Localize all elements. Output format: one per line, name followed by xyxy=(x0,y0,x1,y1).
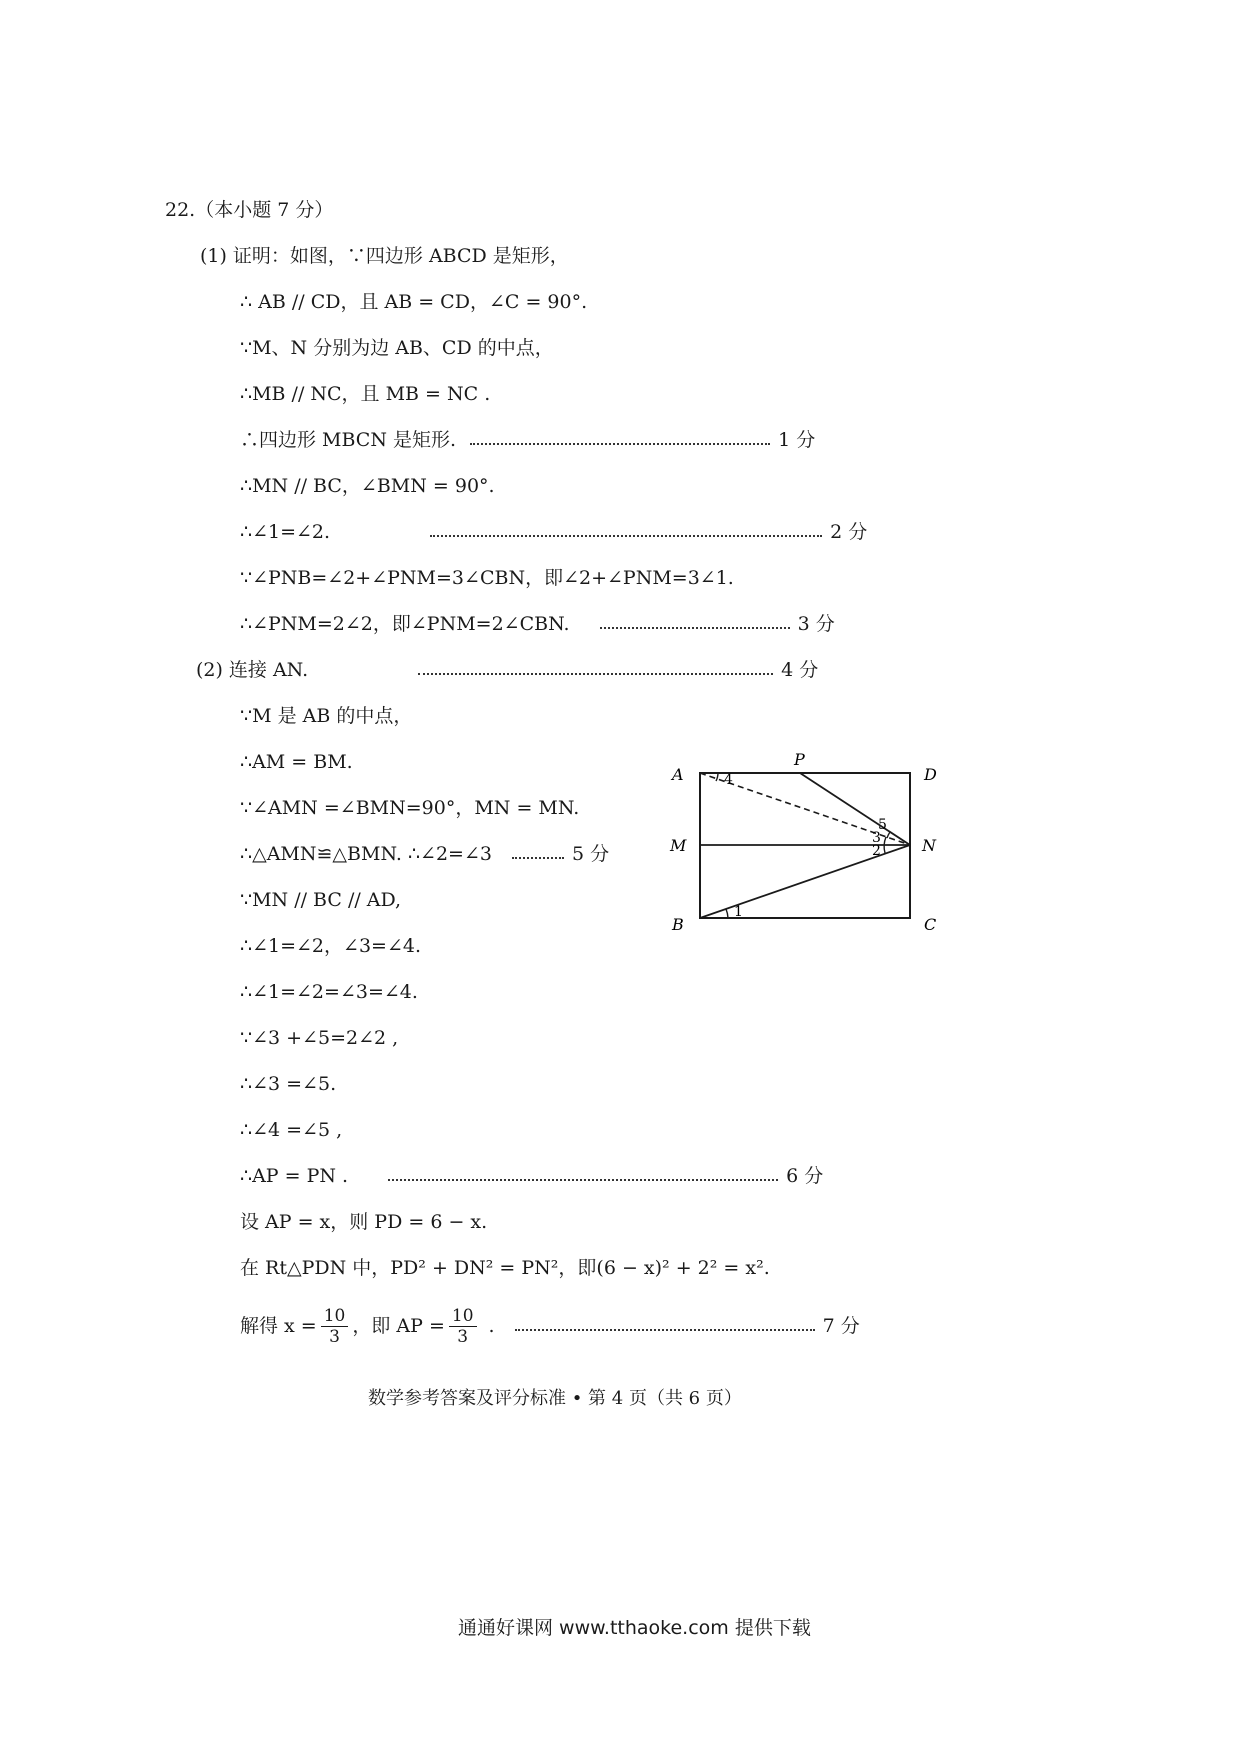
part2-line-2: ∵M 是 AB 的中点， xyxy=(240,705,413,727)
angle-label-3: 3 xyxy=(872,830,881,846)
point-label-m: M xyxy=(670,836,687,855)
problem-header: 22.（本小题 7 分） xyxy=(165,199,334,221)
part1-label: (1) xyxy=(200,245,227,267)
angle-label-4: 4 xyxy=(724,772,733,788)
part1-line-3: ∵M、N 分别为边 AB、CD 的中点， xyxy=(240,337,554,359)
angle-arc-4 xyxy=(716,773,718,781)
statement: ∴∠PNM=2∠2，即∠PNM=2∠CBN. xyxy=(240,613,570,635)
part2-line-10: ∴∠3 =∠5. xyxy=(240,1073,337,1095)
score-3: 3 分 xyxy=(797,613,835,635)
point-label-d: D xyxy=(924,765,937,784)
segment-pn xyxy=(800,773,910,845)
part2-line-3: ∴AM = BM. xyxy=(240,751,353,773)
point-label-c: C xyxy=(924,915,937,934)
part2-line-1 xyxy=(196,658,818,682)
statement: . xyxy=(488,1315,495,1337)
statement: ，即 AP = xyxy=(352,1315,445,1337)
part1-line-9 xyxy=(240,612,835,636)
angle-label-2: 2 xyxy=(872,843,881,859)
part1-line-7 xyxy=(240,520,867,544)
score-leader xyxy=(430,533,822,537)
fraction-numerator: 10 xyxy=(321,1306,349,1327)
statement: 连接 AN. xyxy=(228,659,309,681)
point-label-b: B xyxy=(672,915,684,934)
part2-line-5 xyxy=(240,842,609,866)
part2-line-12 xyxy=(240,1164,823,1188)
part2-line-9: ∵∠3 +∠5=2∠2 , xyxy=(240,1027,399,1049)
score-leader xyxy=(512,855,564,859)
part1-line-6: ∴MN // BC，∠BMN = 90°. xyxy=(240,475,495,497)
point-label-a: A xyxy=(672,765,684,784)
statement: ∴△AMN≌△BMN. ∴∠2=∠3 xyxy=(240,843,492,865)
score-7: 7 分 xyxy=(822,1315,860,1337)
part2-line-15 xyxy=(240,1302,860,1350)
fraction-ap xyxy=(449,1306,477,1347)
download-watermark: 通通好课网 www.tthaoke.com 提供下载 xyxy=(458,1617,811,1639)
score-5: 5 分 xyxy=(571,843,610,865)
part2-line-14: 在 Rt△PDN 中，PD² + DN² = PN²，即(6 − x)² + 2² = x². xyxy=(240,1257,770,1279)
part1-line-8: ∵∠PNB=∠2+∠PNM=3∠CBN，即∠2+∠PNM=3∠1. xyxy=(240,567,734,589)
part2-line-7: ∴∠1=∠2，∠3=∠4. xyxy=(240,935,422,957)
part2-line-6: ∵MN // BC // AD, xyxy=(240,889,402,911)
statement: ∴AP = PN . xyxy=(240,1165,349,1187)
part1-line-1 xyxy=(200,244,569,268)
statement: ∴∠1=∠2. xyxy=(240,521,331,543)
point-label-p: P xyxy=(794,750,805,769)
part2-line-11: ∴∠4 =∠5 , xyxy=(240,1119,343,1141)
score-4: 4 分 xyxy=(781,659,819,681)
score-leader xyxy=(418,671,773,675)
part2-label: (2) xyxy=(196,659,223,681)
angle-label-1: 1 xyxy=(734,904,743,920)
score-leader xyxy=(600,625,790,629)
fraction-denominator: 3 xyxy=(329,1326,340,1347)
statement: 解得 x = xyxy=(240,1315,317,1337)
score-leader xyxy=(515,1327,815,1331)
geometry-figure xyxy=(660,740,950,940)
part1-line-5 xyxy=(240,428,815,452)
fraction-denominator: 3 xyxy=(457,1326,469,1347)
angle-label-5: 5 xyxy=(878,817,887,833)
score-leader xyxy=(388,1177,778,1181)
point-label-n: N xyxy=(922,836,936,855)
statement: ∴四边形 MBCN 是矩形. xyxy=(240,429,457,451)
fraction-numerator: 10 xyxy=(449,1306,477,1327)
part1-statement-1: 证明：如图，∵四边形 ABCD 是矩形， xyxy=(232,245,569,267)
score-leader xyxy=(470,441,770,445)
part2-line-13: 设 AP = x，则 PD = 6 − x. xyxy=(240,1211,488,1233)
angle-arc-1 xyxy=(726,909,728,918)
part1-line-4: ∴MB // NC，且 MB = NC . xyxy=(240,383,491,405)
page-footer: 数学参考答案及评分标准 • 第 4 页（共 6 页） xyxy=(368,1388,742,1409)
score-6: 6 分 xyxy=(786,1165,824,1187)
score-2: 2 分 xyxy=(830,521,868,543)
part2-line-4: ∵∠AMN =∠BMN=90°，MN = MN. xyxy=(240,797,580,819)
part1-line-2: ∴ AB // CD，且 AB = CD，∠C = 90°. xyxy=(240,291,588,313)
score-1: 1 分 xyxy=(778,429,816,451)
angle-arc-5 xyxy=(887,832,890,838)
fraction-x xyxy=(321,1306,349,1347)
part2-line-8: ∴∠1=∠2=∠3=∠4. xyxy=(240,981,418,1003)
